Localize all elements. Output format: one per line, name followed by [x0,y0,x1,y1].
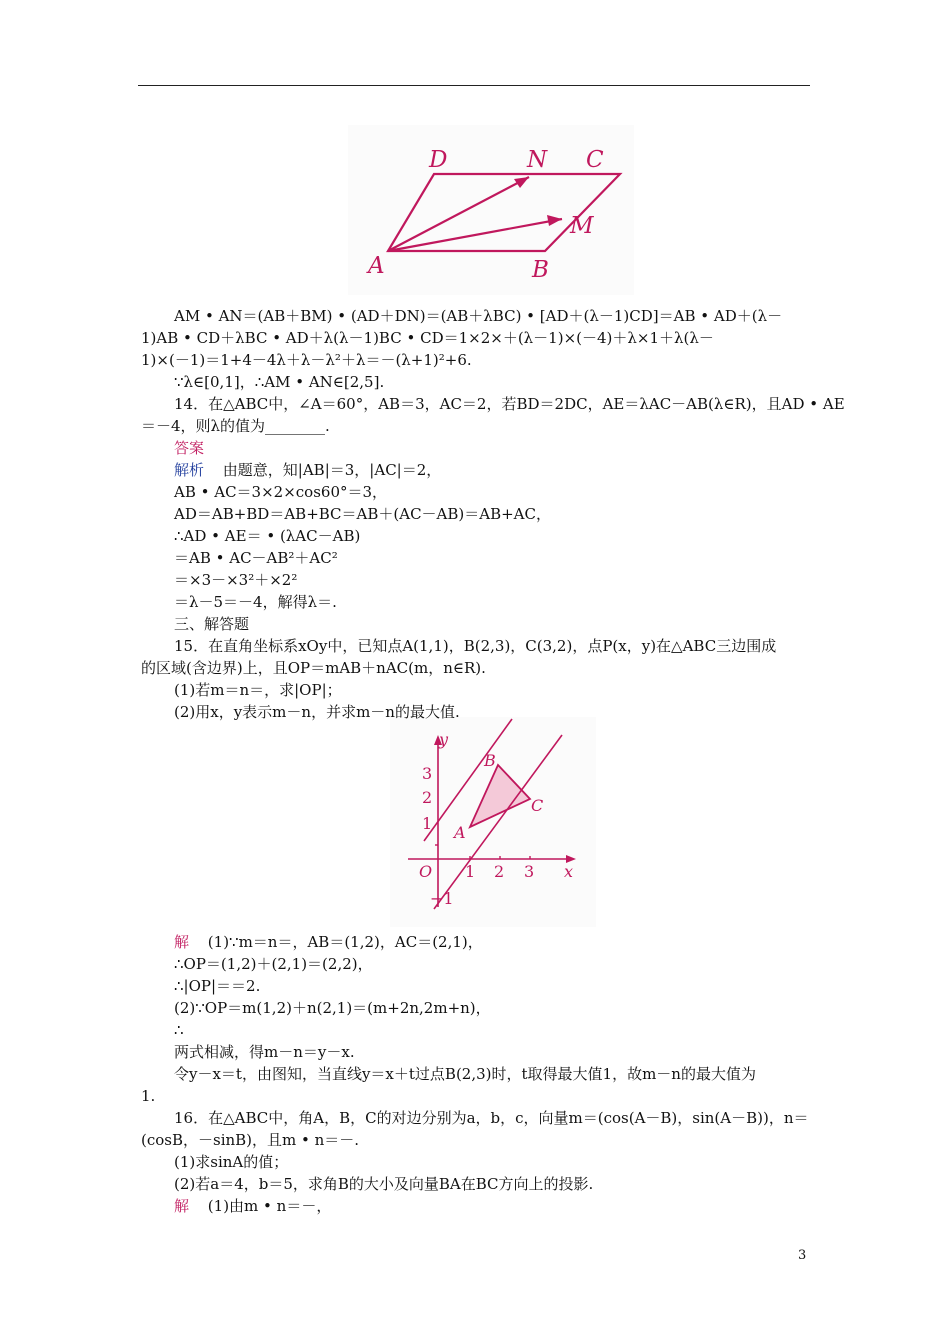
solution-label: 解 [174,1197,190,1215]
text-line: 1)AB • CD＋λBC • AD＋λ(λ－1)BC • CD＝1×2×＋(λ－1)×(－4)＋λ×1＋λ(λ－ [141,329,714,347]
answer-label: 答案 [174,439,205,457]
page-number: 3 [798,1248,807,1263]
solution-line [174,1195,331,1217]
solution-text: (1)由m • n＝－， [207,1197,332,1215]
text-line: (cosB，－sinB)，且m • n＝－. [141,1131,360,1149]
y-tick-3: 3 [422,764,433,783]
text-line: ∴AD • AE＝ • (λAC－AB) [174,527,361,545]
text-line: 两式相减，得m－n＝y－x. [174,1043,355,1061]
text-line: (2)用x，y表示m－n，并求m－n的最大值. [174,703,460,721]
text-line: (2)∵OP＝m(1,2)＋n(2,1)＝(m+2n,2m+n)， [174,999,491,1017]
analysis-line [174,459,441,481]
x-tick-1: 1 [465,862,476,881]
question-14: 14．在△ABC中，∠A＝60°，AB＝3，AC＝2，若BD＝2DC，AE＝λAC－AB(λ∈R)，且AD • AE [174,395,845,413]
text-line: 1. [141,1087,156,1105]
solution-line [174,931,483,953]
text-line: ＝×3－×3²＋×2² [174,571,298,589]
text-line: AM • AN＝(AB＋BM) • (AD＋DN)＝(AB＋λBC) • [AD＋(λ－1)CD]＝AB • AD＋(λ－ [174,307,783,325]
text-line: 1)×(－1)＝1+4－4λ＋λ－λ²＋λ＝－(λ+1)²+6. [141,351,472,369]
label-M: M [570,213,594,239]
solution-label: 解 [174,933,190,951]
y-tick-1: 1 [422,814,433,833]
text-line: ＝AB • AC－AB²＋AC² [174,549,338,567]
question-16: 16．在△ABC中，角A，B，C的对边分别为a，b，c，向量m＝(cos(A－B)，sin(A－B))，n＝ [174,1109,809,1127]
label-B: B [532,257,549,283]
label-A: A [368,253,385,279]
solution-text: (1)∵m＝n＝，AB＝(1,2)，AC＝(2,1)， [207,933,483,951]
analysis-label: 解析 [174,461,205,479]
coordinate-figure [390,717,596,927]
text-line: ∴ [174,1021,184,1039]
point-B-label: B [484,751,496,770]
text-line: ∵λ∈[0,1]，∴AM • AN∈[2,5]. [174,373,385,391]
point-C-label: C [531,796,544,815]
y-tick-neg1: −1 [430,889,454,908]
text-line: (1)求sinA的值； [174,1153,289,1171]
answer-heading [174,437,204,459]
parallelogram-figure [348,125,634,295]
x-tick-3: 3 [524,862,535,881]
text-line: (1)若m＝n＝，求|OP|； [174,681,342,699]
x-tick-2: 2 [494,862,505,881]
label-N: N [527,147,548,173]
label-D: D [429,147,448,173]
header-rule [138,85,810,86]
analysis-text: 由题意，知|AB|＝3，|AC|＝2， [222,461,442,479]
text-line: ∴|OP|＝＝2. [174,977,261,995]
text-line: AB • AC＝3×2×cos60°＝3， [174,483,388,501]
section-heading: 三、解答题 [174,615,250,633]
question-15: 15．在直角坐标系xOy中，已知点A(1,1)，B(2,3)，C(3,2)，点P(x，y)在△ABC三边围成 [174,637,777,655]
text-line: AD＝AB+BD＝AB+BC＝AB＋(AC－AB)＝AB+AC， [174,505,551,523]
axis-y-label: y [439,730,449,749]
text-line: ＝λ－5＝－4，解得λ＝. [174,593,337,611]
text-line: 的区域(含边界)上，且OP＝mAB＋nAC(m，n∈R). [141,659,486,677]
text-line: (2)若a＝4，b＝5，求角B的大小及向量BA在BC方向上的投影. [174,1175,594,1193]
point-A-label: A [454,823,466,842]
axis-x-label: x [564,862,574,881]
label-C: C [586,147,604,173]
origin-label: O [419,862,433,881]
text-line: 令y－x＝t，由图知，当直线y＝x＋t过点B(2,3)时，t取得最大值1，故m－n的最大值为 [174,1065,756,1083]
text-line: ∴OP＝(1,2)＋(2,1)＝(2,2)， [174,955,373,973]
text-line: ＝－4，则λ的值为________. [141,417,330,435]
y-tick-2: 2 [422,788,433,807]
